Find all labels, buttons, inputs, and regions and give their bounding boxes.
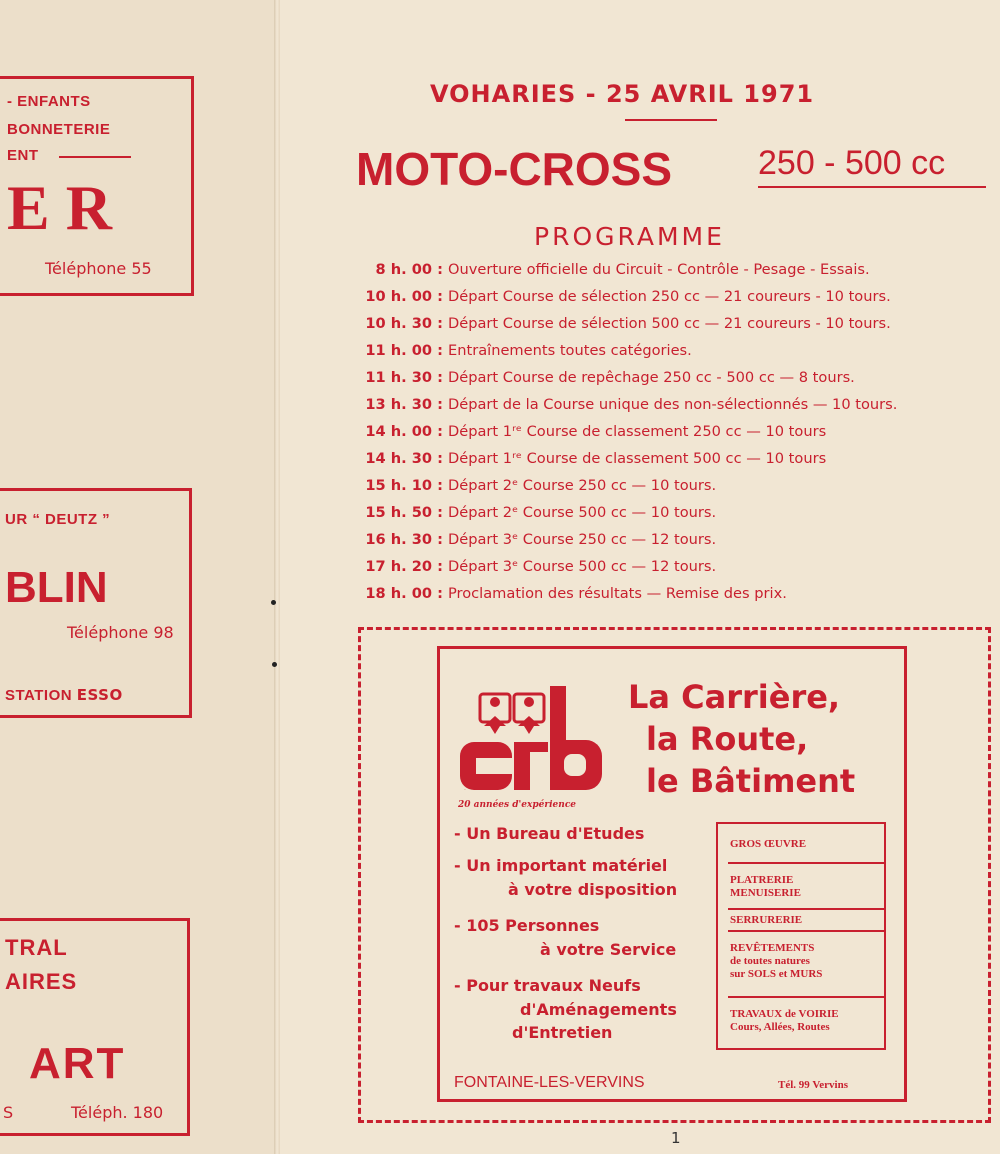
bullet-materiel-2: à votre disposition — [508, 880, 678, 899]
schedule-time: 11 h. 30 : — [365, 369, 443, 386]
ad2-line1: UR “ DEUTZ ” — [5, 511, 111, 528]
ad3-line1: TRAL — [5, 935, 68, 960]
schedule-list — [345, 261, 985, 612]
schedule-time: 10 h. 30 : — [365, 315, 443, 332]
schedule-desc: Départ Course de sélection 250 cc — 21 coureurs - 10 tours. — [448, 288, 891, 305]
service-voirie-2: Cours, Allées, Routes — [730, 1021, 830, 1033]
service-serrurerie: SERRURERIE — [730, 914, 803, 926]
schedule-time: 14 h. 00 : — [365, 423, 443, 440]
bullet-materiel: - Un important matériel — [454, 856, 668, 875]
schedule-row — [345, 450, 985, 477]
left-ad-central — [0, 918, 190, 1136]
schedule-row — [345, 396, 985, 423]
schedule-time: 17 h. 20 : — [365, 558, 443, 575]
schedule-row — [345, 585, 985, 612]
schedule-row — [345, 558, 985, 585]
page-title: MOTO-CROSS — [356, 143, 673, 195]
ad3-line2: AIRES — [5, 969, 78, 994]
bullet-travaux: - Pour travaux Neufs — [454, 976, 641, 995]
bullet-bureau: - Un Bureau d'Etudes — [454, 824, 645, 843]
schedule-desc: Entraînements toutes catégories. — [448, 342, 692, 359]
schedule-time: 18 h. 00 : — [365, 585, 443, 602]
schedule-row — [345, 369, 985, 396]
schedule-desc: Départ 2ᵉ Course 500 cc — 10 tours. — [448, 504, 717, 521]
experience-caption: 20 années d'expérience — [458, 800, 577, 810]
schedule-desc: Départ 3ᵉ Course 500 cc — 12 tours. — [448, 558, 717, 575]
ad3-phone: Téléph. 180 — [71, 1103, 164, 1122]
left-ad-clothing — [0, 76, 194, 296]
page-number: 1 — [671, 1129, 681, 1147]
schedule-desc: Départ Course de repêchage 250 cc - 500 cc — 8 tours. — [448, 369, 855, 386]
programme-heading: PROGRAMME — [534, 222, 725, 251]
schedule-desc: Ouverture officielle du Circuit - Contrôle - Pesage - Essais. — [448, 261, 870, 278]
ad1-line3: ENT — [7, 147, 39, 164]
ad1-name: E R — [7, 172, 112, 243]
company-town: FONTAINE-LES-VERVINS — [454, 1074, 645, 1091]
event-line: VOHARIES - 25 AVRIL 1971 — [430, 80, 815, 108]
schedule-desc: Proclamation des résultats — Remise des prix. — [448, 585, 787, 602]
schedule-time: 16 h. 30 : — [365, 531, 443, 548]
ad1-phone: Téléphone 55 — [45, 259, 152, 278]
bullet-personnes-2: à votre Service — [540, 940, 677, 959]
service-gros-oeuvre: GROS ŒUVRE — [730, 838, 807, 850]
service-revetements-2: de toutes natures — [730, 955, 810, 967]
schedule-time: 15 h. 10 : — [365, 477, 443, 494]
services-box — [716, 822, 886, 1050]
ad1-line2: BONNETERIE — [7, 121, 111, 138]
company-phone: Tél. 99 Vervins — [778, 1079, 848, 1091]
schedule-desc: Départ de la Course unique des non-sélectionnés — 10 tours. — [448, 396, 898, 413]
crb-logo — [458, 686, 604, 796]
ad1-line1: - ENFANTS — [7, 93, 91, 110]
left-ad-deutz — [0, 488, 192, 718]
schedule-time: 10 h. 00 : — [365, 288, 443, 305]
staple-hole — [272, 662, 277, 667]
category-rule — [758, 186, 986, 188]
schedule-time: 14 h. 30 : — [365, 450, 443, 467]
schedule-desc: Départ Course de sélection 500 cc — 21 coureurs - 10 tours. — [448, 315, 891, 332]
esso-brand: ESSO — [76, 686, 123, 704]
logo-figures-icon — [480, 694, 544, 734]
event-line-rule — [625, 119, 717, 121]
service-platrerie: PLATRERIE — [730, 874, 794, 886]
schedule-row — [345, 315, 985, 342]
slogan-line3: le Bâtiment — [646, 762, 856, 800]
service-voirie: TRAVAUX de VOIRIE — [730, 1008, 839, 1020]
schedule-time: 8 h. 00 : — [375, 261, 443, 278]
schedule-row — [345, 423, 985, 450]
ad2-station-prefix: STATION — [5, 687, 73, 704]
service-revetements: REVÊTEMENTS — [730, 942, 815, 954]
category-label: 250 - 500 cc — [758, 144, 946, 182]
staple-hole — [271, 600, 276, 605]
crb-logo-text: crb — [464, 790, 466, 791]
service-menuiserie: MENUISERIE — [730, 887, 801, 899]
ad3-left-fragment: S — [3, 1103, 14, 1122]
schedule-time: 15 h. 50 : — [365, 504, 443, 521]
ad2-station — [5, 686, 123, 704]
schedule-desc: Départ 2ᵉ Course 250 cc — 10 tours. — [448, 477, 717, 494]
slogan-line2: la Route, — [646, 720, 809, 758]
schedule-row — [345, 342, 985, 369]
schedule-time: 11 h. 00 : — [365, 342, 443, 359]
bullet-travaux-2: d'Aménagements — [520, 1000, 677, 1019]
bullet-travaux-3: d'Entretien — [512, 1023, 613, 1042]
schedule-row — [345, 531, 985, 558]
slogan-line1: La Carrière, — [628, 678, 841, 716]
services-rule — [728, 862, 886, 864]
schedule-desc: Départ 3ᵉ Course 250 cc — 12 tours. — [448, 531, 717, 548]
services-rule — [728, 908, 886, 910]
schedule-time: 13 h. 30 : — [365, 396, 443, 413]
services-rule — [728, 996, 886, 998]
schedule-row — [345, 288, 985, 315]
ad1-rule — [59, 156, 131, 158]
bullet-personnes: - 105 Personnes — [454, 916, 600, 935]
schedule-desc: Départ 1ʳᵉ Course de classement 500 cc — 10 tours — [448, 450, 827, 467]
schedule-row — [345, 504, 985, 531]
ad3-name: ART — [29, 1039, 126, 1088]
schedule-desc: Départ 1ʳᵉ Course de classement 250 cc — 10 tours — [448, 423, 827, 440]
ad2-phone: Téléphone 98 — [67, 623, 174, 642]
schedule-row — [345, 261, 985, 288]
services-rule — [728, 930, 886, 932]
schedule-row — [345, 477, 985, 504]
service-revetements-3: sur SOLS et MURS — [730, 968, 823, 980]
ad2-name: BLIN — [5, 563, 108, 612]
